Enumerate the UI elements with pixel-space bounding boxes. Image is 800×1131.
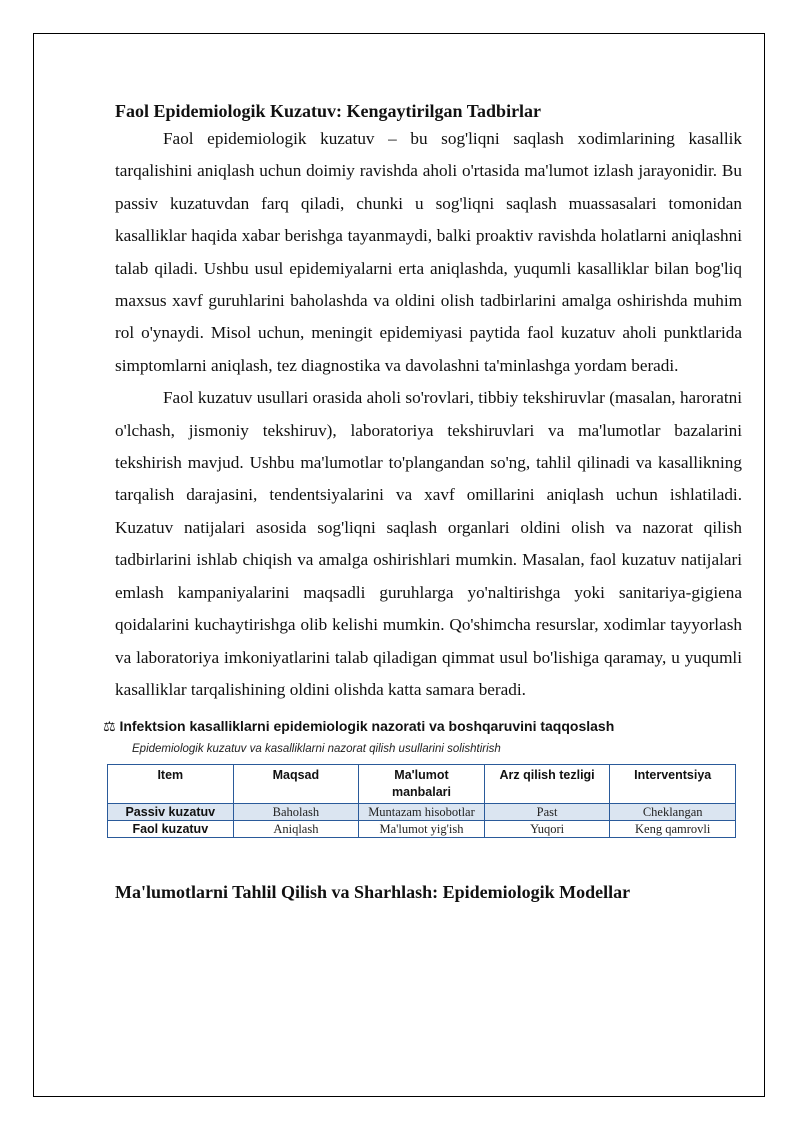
section-heading: Faol Epidemiologik Kuzatuv: Kengaytirilgan Tadbirlar xyxy=(115,101,542,121)
paragraph: Faol epidemiologik kuzatuv – bu sog'liqni saqlash xodimlarining kasallik tarqalishini aniqlash uchun doimiy ravishda aholi o'rtasida ma'lumot izlash jarayonidir. Bu passiv kuzatuvdan farq qiladi, chunki u sog'liqni saqlash muassasalari tomonidan kasalliklar haqida xabar berishga tayanmaydi, balki proaktiv ravishda holatlarni aniqlashni talab qiladi. Ushbu usul epidemiyalarni erta aniqlashda, yuqumli kasalliklar bilan bog'liq maxsus xavf guruhlarini baholashda va oldini olish tadbirlarini amalga oshirishda muhim rol o'ynaydi. Misol uchun, meningit epidemiyasi paytida faol kuzatuv aholi punktlarida simptomlarni aniqlash, tez diagnostika va davolashni ta'minlashga yordam beradi. xyxy=(115,129,742,375)
paragraph: Faol kuzatuv usullari orasida aholi so'rovlari, tibbiy tekshiruvlar (masalan, haroratni o'lchash, jismoniy tekshiruv), laboratoriya tekshiruvlari va ma'lumotlar bazalarini tekshirish mavjud. Ushbu ma'lumotlar to'plangandan so'ng, tahlil qilinadi va kasallikning tarqalish darajasini, tendentsiyalarini va xavf omillarini aniqlash uchun ishlatiladi. Kuzatuv natijalari asosida sog'liqni saqlash organlari oldini olish va nazorat qilish tadbirlarini ishlab chiqish va amalga oshirishlari mumkin. Masalan, faol kuzatuv natijalari emlash kampaniyalarini maqsadli guruhlarga yo'naltirishga yoki sanitariya-gigiena qoidalarini kuchaytirishga olib kelishi mumkin. Qo'shimcha resurslar, xodimlar tayyorlash va laboratoriya imkoniyatlarini talab qiladigan qimmat usul bo'lishiga qaramay, u yuqumli kasalliklar tarqalishining oldini olishda katta samara beradi. xyxy=(115,388,742,699)
column-header: Item xyxy=(108,765,234,804)
column-header: Ma'lumot manbalari xyxy=(359,765,485,804)
table-cell: Ma'lumot yig'ish xyxy=(359,821,485,838)
table-row xyxy=(108,804,736,821)
table-caption xyxy=(103,716,742,736)
column-header: Interventsiya xyxy=(610,765,736,804)
table-cell: Muntazam hisobotlar xyxy=(359,804,485,821)
scales-icon: ⚖ xyxy=(103,718,116,735)
column-header: Maqsad xyxy=(233,765,359,804)
column-header: Arz qilish tezligi xyxy=(484,765,610,804)
document-body xyxy=(103,99,742,904)
comparison-table xyxy=(107,764,736,838)
table-cell: Faol kuzatuv xyxy=(108,821,234,838)
table-cell: Past xyxy=(484,804,610,821)
table-subtitle: Epidemiologik kuzatuv va kasalliklarni nazorat qilish usullarini solishtirish xyxy=(132,743,501,756)
table-cell: Baholash xyxy=(233,804,359,821)
table-title: Infektsion kasalliklarni epidemiologik nazorati va boshqaruvini taqqoslash xyxy=(119,718,615,735)
table-cell: Cheklangan xyxy=(610,804,736,821)
section-heading: Ma'lumotlarni Tahlil Qilish va Sharhlash: Epidemiologik Modellar xyxy=(115,882,631,903)
table-cell: Keng qamrovli xyxy=(610,821,736,838)
table-cell: Aniqlash xyxy=(233,821,359,838)
table-header-row xyxy=(108,765,736,804)
table-cell: Passiv kuzatuv xyxy=(108,804,234,821)
table-cell: Yuqori xyxy=(484,821,610,838)
table-row xyxy=(108,821,736,838)
